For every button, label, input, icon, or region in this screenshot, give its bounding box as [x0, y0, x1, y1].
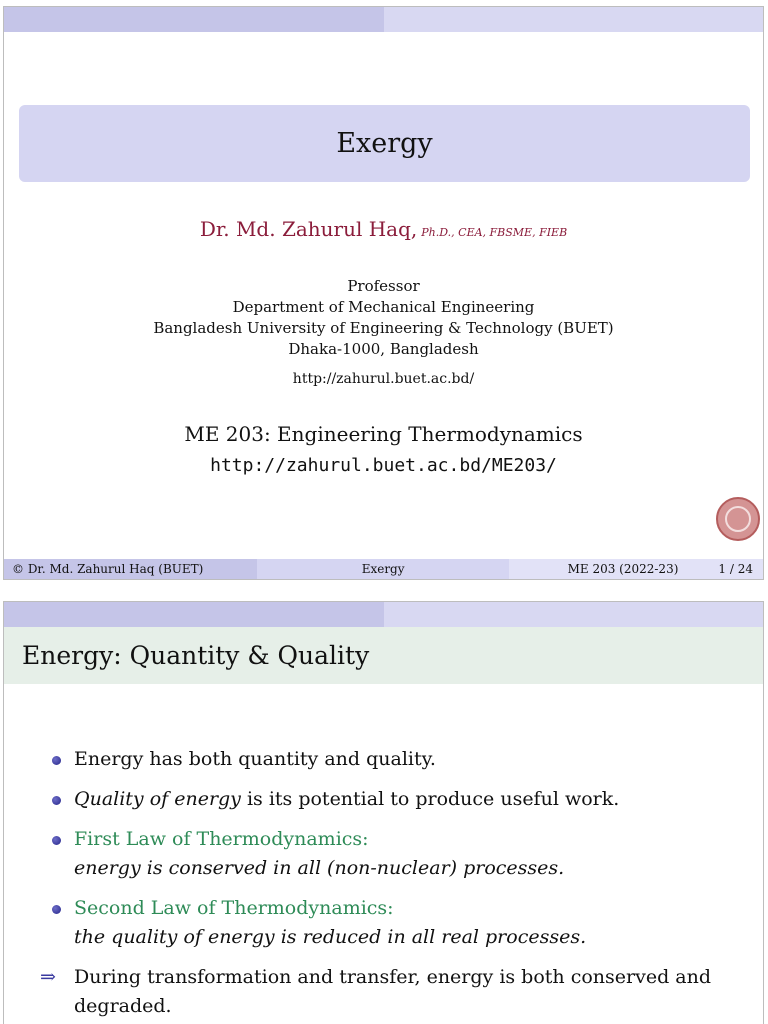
header-bar-left — [4, 7, 384, 32]
implies-arrow-icon: ⇒ — [40, 966, 56, 988]
header-bar — [4, 602, 763, 627]
bullet-icon — [52, 905, 61, 914]
list-item — [48, 785, 748, 814]
header-bar-right — [384, 7, 764, 32]
first-law-heading: First Law of Thermodynamics: — [74, 828, 369, 850]
course-title: ME 203: Engineering Thermodynamics — [184, 422, 583, 446]
affiliation-department: Department of Mechanical Engineering — [232, 298, 535, 316]
list-item — [40, 963, 748, 1021]
bullet-icon — [52, 796, 61, 805]
author-name: Dr. Md. Zahurul Haq, — [199, 217, 418, 241]
second-law-heading: Second Law of Thermodynamics: — [74, 897, 394, 919]
header-bar-right — [384, 602, 764, 627]
course-url-link[interactable]: http://zahurul.buet.ac.bd/ME203/ — [210, 455, 557, 476]
homepage-link[interactable]: http://zahurul.buet.ac.bd/ — [292, 371, 475, 387]
university-seal-icon — [716, 497, 760, 541]
second-law-statement: the quality of energy is reduced in all real processes. — [74, 926, 587, 948]
frame-title-bar — [4, 627, 763, 684]
header-bar — [4, 7, 763, 32]
footer-page-number: 1 / 24 — [718, 562, 753, 576]
first-law-statement: energy is conserved in all (non-nuclear) processes. — [74, 857, 565, 879]
affiliation-block — [4, 276, 763, 360]
bullet-icon — [52, 756, 61, 765]
bullet-icon — [52, 836, 61, 845]
affiliation-university: Bangladesh University of Engineering & Technology (BUET) — [153, 319, 614, 337]
list-item-text: is its potential to produce useful work. — [240, 788, 620, 810]
footer-right — [509, 559, 763, 579]
title-box — [19, 105, 750, 182]
footer-title: Exergy — [257, 559, 510, 579]
author-line — [4, 217, 763, 241]
header-bar-left — [4, 602, 384, 627]
affiliation-position: Professor — [347, 277, 420, 295]
affiliation-address: Dhaka-1000, Bangladesh — [288, 340, 479, 358]
presentation-title: Exergy — [336, 128, 433, 159]
frame-title: Energy: Quantity & Quality — [22, 641, 370, 670]
title-slide — [3, 6, 764, 580]
list-item — [48, 894, 748, 952]
slide-footer — [4, 559, 763, 579]
list-item-text: During transformation and transfer, energy is both conserved and degraded. — [74, 966, 712, 1017]
emphasized-term: Quality of energy — [74, 788, 241, 810]
content-slide — [3, 601, 764, 1024]
list-item — [48, 825, 748, 883]
bullet-list — [40, 745, 748, 1024]
author-credentials: Ph.D., CEA, FBSME, FIEB — [421, 226, 568, 239]
footer-author: © Dr. Md. Zahurul Haq (BUET) — [4, 559, 257, 579]
list-item — [48, 745, 748, 774]
footer-course: ME 203 (2022-23) — [567, 562, 679, 576]
list-item-text: Energy has both quantity and quality. — [74, 748, 436, 770]
